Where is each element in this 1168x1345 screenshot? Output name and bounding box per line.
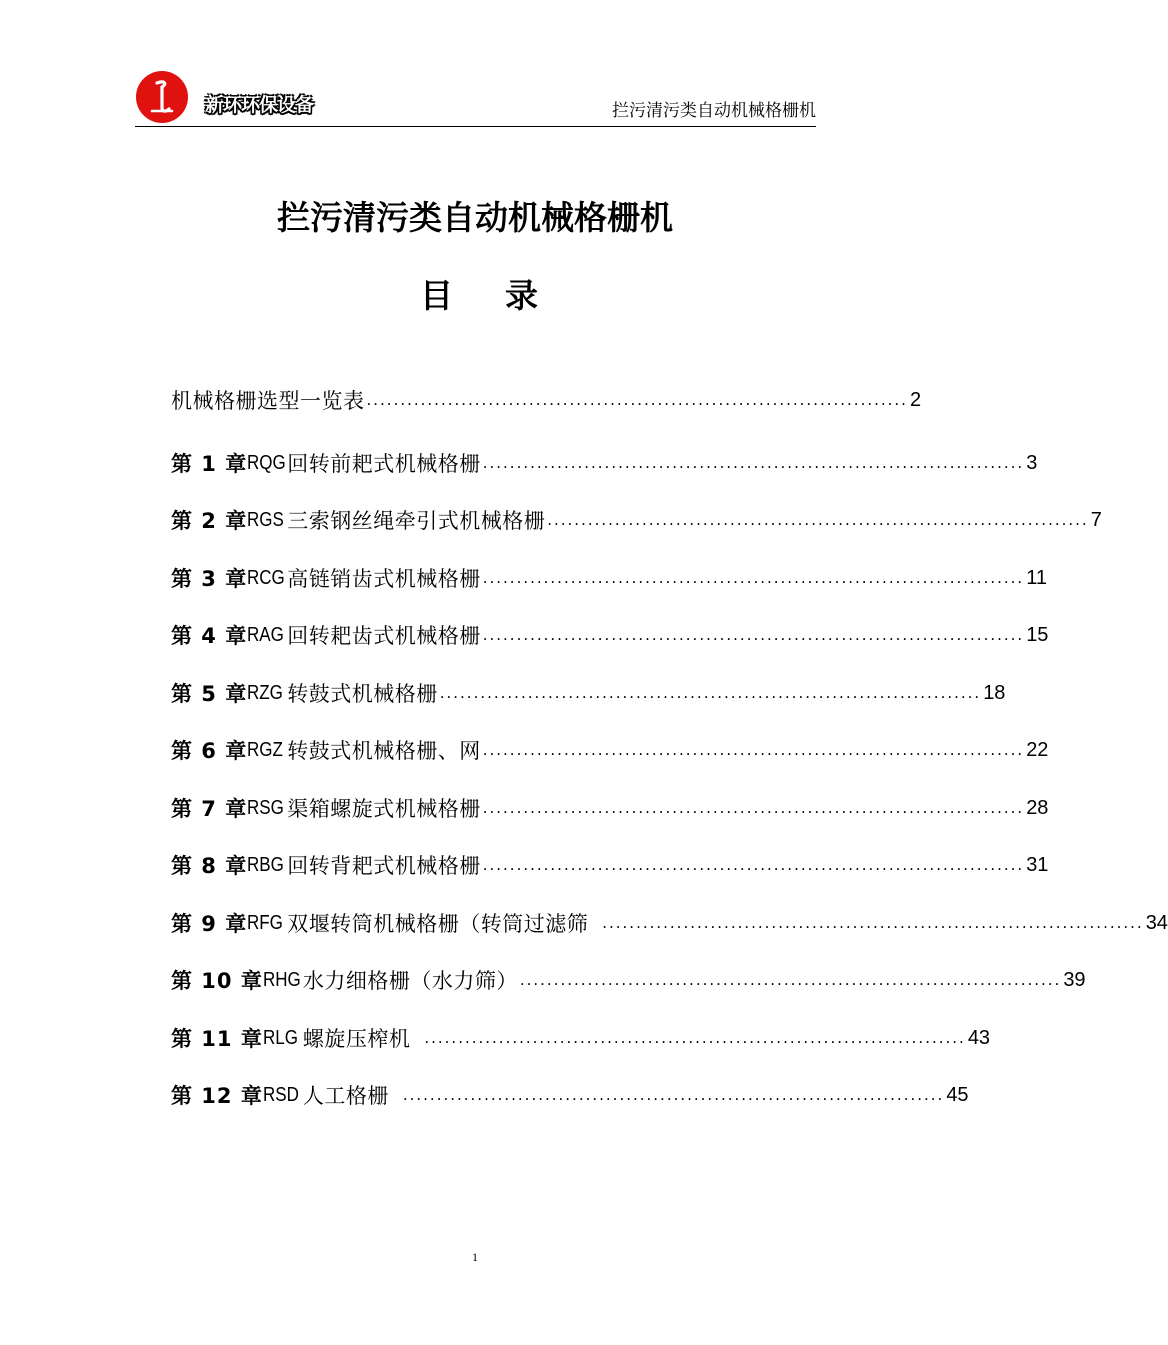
toc-page-number: 31 bbox=[1026, 853, 1049, 876]
toc-chapter: 第 5 章 bbox=[171, 682, 248, 706]
toc-entry-name: 机械格栅选型一览表 bbox=[171, 389, 365, 413]
toc-entry[interactable] bbox=[171, 793, 1049, 823]
toc-entry-name: 双堰转筒机械格栅（转筒过滤筛 bbox=[287, 912, 589, 936]
toc-entry-name: 三索钢丝绳牵引式机械格栅 bbox=[287, 509, 546, 533]
toc-entry[interactable] bbox=[171, 563, 1047, 593]
toc-page-number: 45 bbox=[946, 1083, 969, 1106]
toc-entry[interactable] bbox=[171, 908, 1168, 938]
toc-chapter: 第 2 章 bbox=[171, 509, 248, 533]
toc-page-number: 43 bbox=[967, 1026, 991, 1049]
toc-leader: ................................................................................ bbox=[482, 569, 1025, 587]
toc-entry-name: 渠箱螺旋式机械格栅 bbox=[287, 797, 481, 821]
toc-chapter: 第 4 章 bbox=[171, 624, 248, 648]
toc-leader: ................................................................................ bbox=[482, 799, 1025, 817]
toc-page-number: 34 bbox=[1145, 911, 1168, 934]
toc-page-number: 18 bbox=[983, 681, 1006, 704]
toc-heading-char-1: 目 bbox=[420, 276, 453, 315]
toc-code: RBG bbox=[247, 853, 285, 876]
toc-entry-name: 回转耙齿式机械格栅 bbox=[287, 624, 481, 648]
toc-page-number: 28 bbox=[1026, 796, 1049, 819]
toc-leader: ................................................................................ bbox=[602, 914, 1144, 932]
toc-entry[interactable] bbox=[171, 678, 1006, 708]
toc-entry[interactable] bbox=[171, 1023, 991, 1053]
toc-page-number: 2 bbox=[909, 388, 922, 411]
toc-leader: ................................................................................ bbox=[402, 1086, 945, 1104]
toc-chapter: 第 1 章 bbox=[171, 452, 248, 476]
toc-chapter: 第 6 章 bbox=[171, 739, 248, 763]
toc-code: RQG bbox=[247, 451, 286, 474]
toc-chapter: 第 7 章 bbox=[171, 797, 248, 821]
header-title: 拦污清污类自动机械格栅机 bbox=[612, 101, 816, 121]
toc-entry[interactable] bbox=[171, 385, 922, 415]
document-title: 拦污清污类自动机械格栅机 bbox=[277, 198, 673, 237]
toc-chapter: 第 10 章 bbox=[171, 969, 263, 993]
toc-entry-name: 人工格栅 bbox=[302, 1084, 389, 1108]
toc-code: RGZ bbox=[247, 738, 284, 761]
toc-code: RGS bbox=[247, 508, 285, 531]
company-logo-icon bbox=[135, 70, 189, 124]
toc-entry[interactable] bbox=[171, 448, 1038, 478]
page-header bbox=[135, 68, 816, 127]
toc-entry[interactable] bbox=[171, 620, 1049, 650]
toc-leader: ................................................................................ bbox=[519, 971, 1062, 989]
toc-page-number: 22 bbox=[1026, 738, 1049, 761]
toc-code: RAG bbox=[247, 623, 285, 646]
toc-entry-name: 螺旋压榨机 bbox=[302, 1027, 411, 1051]
toc-entry-name: 回转背耙式机械格栅 bbox=[287, 854, 481, 878]
toc-leader: ................................................................................ bbox=[439, 684, 982, 702]
toc-leader: ................................................................................ bbox=[547, 511, 1089, 529]
toc-code: RZG bbox=[247, 681, 284, 704]
toc-leader: ................................................................................ bbox=[482, 856, 1025, 874]
page-number: 1 bbox=[472, 1250, 478, 1264]
toc-leader: ................................................................................ bbox=[482, 741, 1025, 759]
toc-page-number: 7 bbox=[1090, 508, 1102, 531]
toc-chapter: 第 9 章 bbox=[171, 912, 248, 936]
toc-chapter: 第 8 章 bbox=[171, 854, 248, 878]
toc-page-number: 11 bbox=[1026, 566, 1047, 589]
toc-page-number: 39 bbox=[1063, 968, 1086, 991]
toc-page-number: 3 bbox=[1026, 451, 1038, 474]
toc-entry[interactable] bbox=[171, 1080, 969, 1110]
toc-heading-char-2: 录 bbox=[505, 276, 538, 315]
toc-leader: ................................................................................ bbox=[366, 391, 908, 409]
toc-leader: ................................................................................ bbox=[424, 1029, 966, 1047]
toc-leader: ................................................................................ bbox=[482, 626, 1025, 644]
toc-page-number: 15 bbox=[1026, 623, 1049, 646]
toc-entry-name: 高链销齿式机械格栅 bbox=[287, 567, 481, 591]
toc-code: RSD bbox=[262, 1083, 299, 1106]
toc-entry-name: 水力细格栅（水力筛） bbox=[302, 969, 518, 993]
toc-chapter: 第 12 章 bbox=[171, 1084, 263, 1108]
toc-code: RCG bbox=[247, 566, 286, 589]
toc-leader: ................................................................................ bbox=[482, 454, 1025, 472]
toc-entry[interactable] bbox=[171, 965, 1086, 995]
toc-entry[interactable] bbox=[171, 850, 1049, 880]
toc-code: RFG bbox=[247, 911, 284, 934]
toc-entry[interactable] bbox=[171, 735, 1049, 765]
toc-entry-name: 转鼓式机械格栅、网 bbox=[287, 739, 481, 763]
toc-chapter: 第 11 章 bbox=[171, 1027, 263, 1051]
toc-code: RSG bbox=[247, 796, 285, 819]
toc-heading bbox=[420, 270, 538, 317]
toc-code: RLG bbox=[262, 1026, 298, 1049]
toc-entry-name: 转鼓式机械格栅 bbox=[287, 682, 438, 706]
brand-name: 新环环保设备 bbox=[205, 94, 314, 116]
toc-entry[interactable] bbox=[171, 505, 1102, 535]
toc-chapter: 第 3 章 bbox=[171, 567, 248, 591]
toc-entry-name: 回转前耙式机械格栅 bbox=[287, 452, 481, 476]
toc-code: RHG bbox=[262, 968, 301, 991]
